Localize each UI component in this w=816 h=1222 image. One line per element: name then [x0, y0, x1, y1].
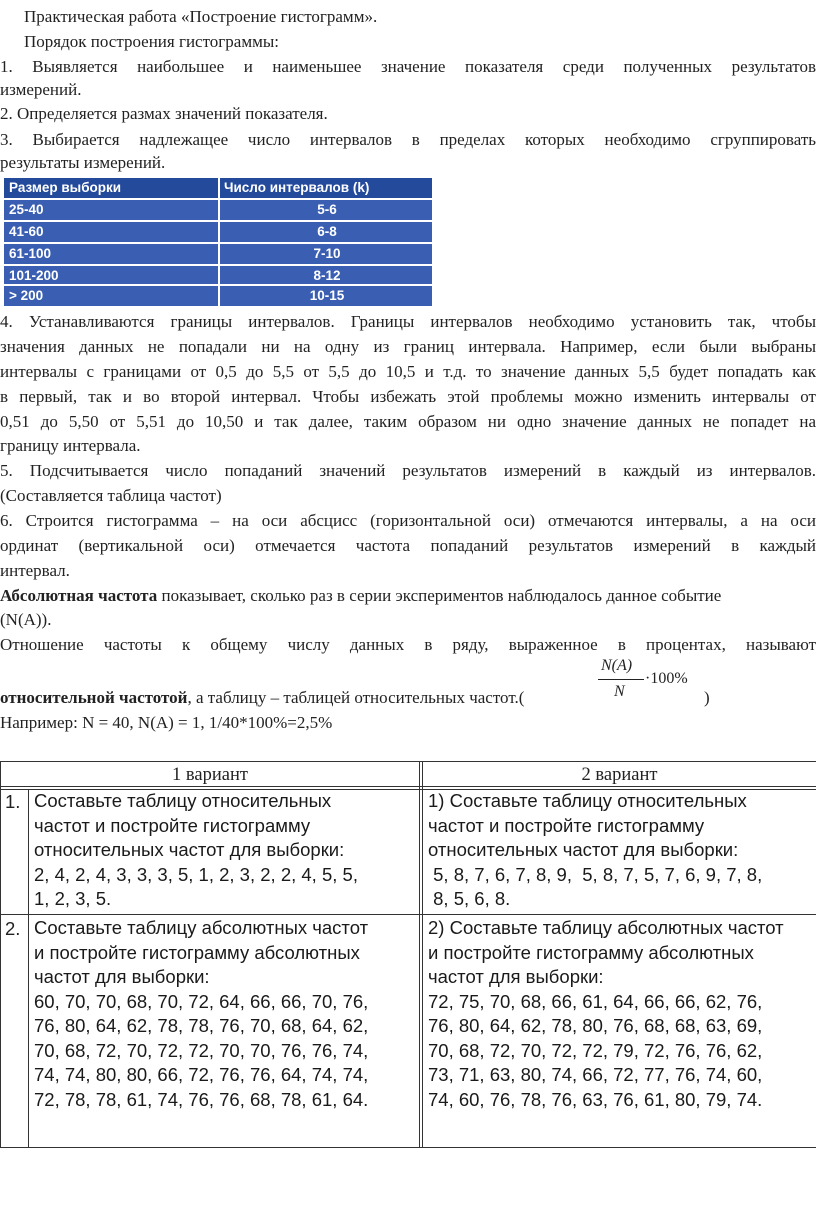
step-4-line-2: значения данных не попадали ни на одну из границ интервала. Например, если были выбраны — [0, 337, 816, 356]
step-4-line-3: интервалы с границами от 0,5 до 5,5 от 5,5 до 10,5 и т.д. то значение данных 5,5 будет попадать как — [0, 362, 816, 381]
formula-numerator: N(A) — [601, 657, 633, 674]
table-divider — [218, 178, 220, 306]
task-line: 60, 70, 70, 68, 70, 72, 64, 66, 66, 70, 76, — [34, 990, 369, 1012]
abs-freq-term: Абсолютная частота — [0, 586, 158, 605]
interval-row-count: 7-10 — [313, 246, 341, 261]
step-1-line-1: 1. Выявляется наибольшее и наименьшее значение показателя среди полученных результатов — [0, 57, 816, 76]
interval-row-size: 61-100 — [9, 246, 52, 261]
step-2-line-1: 2. Определяется размах значений показателя. — [0, 104, 328, 123]
task-line: 8, 5, 6, 8. — [428, 888, 511, 909]
rel-freq-term: относительной частотой — [0, 688, 188, 707]
table-border — [0, 761, 816, 762]
step-5-line-1: 5. Подсчитывается число попаданий значений результатов измерений в каждый из интервалов. — [0, 461, 816, 480]
variant-1-task-2 — [34, 916, 368, 1112]
task-line: относительных частот для выборки: — [428, 839, 739, 860]
interval-row-count: 6-8 — [317, 224, 337, 239]
task-line: 2) Составьте таблицу абсолютных частот — [428, 917, 784, 938]
page-title: Практическая работа «Построение гистограмм». — [24, 7, 378, 26]
step-4-line-5: 0,51 до 5,50 от 5,51 до 10,50 и так далее, таким образом ни одно значение данных не попадет на — [0, 412, 816, 431]
task-line: Составьте таблицу относительных — [34, 790, 332, 811]
abs-freq-line-2: (N(A)). — [0, 610, 52, 629]
step-3-line-1: 3. Выбирается надлежащее число интервалов в пределах которых необходимо сгруппировать — [0, 130, 816, 149]
step-3-line-2: результаты измерений. — [0, 153, 166, 172]
task-line: 72, 78, 78, 61, 74, 76, 76, 68, 78, 61, 64. — [34, 1088, 369, 1110]
task-line: 70, 68, 72, 70, 72, 72, 79, 72, 76, 76, 62, — [428, 1039, 763, 1061]
formula-fraction-bar — [598, 679, 644, 680]
formula-multiplier: ·100% — [645, 670, 688, 687]
step-6-line-3: интервал. — [0, 561, 70, 580]
step-4-line-4: в первый, так и во второй интервал. Чтобы избежать этой проблемы можно изменить интервалы от — [0, 387, 816, 406]
table-border — [422, 761, 423, 1148]
task-line: и постройте гистограмму абсолютных — [428, 941, 754, 963]
abs-freq-line-1 — [0, 585, 721, 607]
step-1-line-2: измерений. — [0, 80, 82, 99]
order-heading: Порядок построения гистограммы: — [24, 32, 279, 51]
table-border — [0, 1147, 816, 1148]
interval-table — [4, 178, 432, 306]
variant-1-header: 1 вариант — [172, 765, 248, 785]
step-4-line-1: 4. Устанавливаются границы интервалов. Границы интервалов необходимо установить так, чтобы — [0, 312, 816, 331]
task-line: 70, 68, 72, 70, 72, 72, 70, 70, 76, 76, 74, — [34, 1039, 369, 1061]
row-1-number: 1. — [5, 791, 21, 812]
task-line: 72, 75, 70, 68, 66, 61, 64, 66, 66, 62, 76, — [428, 990, 763, 1012]
task-line: частот и постройте гистограмму — [34, 814, 311, 836]
rel-freq-line-2 — [0, 687, 524, 709]
abs-freq-text: показывает, сколько раз в серии экспериментов наблюдалось данное событие — [157, 586, 722, 605]
task-line: 5, 8, 7, 6, 7, 8, 9, 5, 8, 7, 5, 7, 6, 9, 7, 8, — [428, 863, 763, 885]
table-border — [0, 914, 816, 915]
interval-row-count: 8-12 — [313, 268, 341, 283]
rel-freq-line-1: Отношение частоты к общему числу данных в ряду, выраженное в процентах, называют — [0, 635, 816, 654]
interval-row-size: 101-200 — [9, 268, 59, 283]
step-5-line-2: (Составляется таблица частот) — [0, 486, 222, 505]
formula-denominator: N — [614, 683, 625, 700]
interval-header-count: Число интервалов (k) — [224, 180, 370, 195]
task-line: частот для выборки: — [34, 966, 210, 987]
task-line: 74, 74, 80, 80, 66, 72, 76, 76, 64, 74, 74, — [34, 1064, 369, 1085]
step-4-line-6: границу интервала. — [0, 436, 141, 455]
task-line: Составьте таблицу абсолютных частот — [34, 917, 369, 938]
task-line: 2, 4, 2, 4, 3, 3, 3, 5, 1, 2, 3, 2, 2, 4, 5, 5, — [34, 863, 358, 885]
table-border — [28, 789, 29, 1148]
task-line: 74, 60, 76, 78, 76, 63, 76, 61, 80, 79, 74. — [428, 1088, 763, 1110]
variant-2-header: 2 вариант — [581, 765, 658, 785]
interval-header-sample-size: Размер выборки — [9, 180, 122, 195]
rel-freq-close-paren: ) — [704, 688, 710, 707]
interval-row-count: 5-6 — [317, 202, 337, 217]
interval-row-size: > 200 — [9, 288, 44, 303]
variant-1-task-1 — [34, 789, 358, 912]
table-border — [419, 761, 420, 1148]
interval-row-size: 25-40 — [9, 202, 44, 217]
interval-row-size: 41-60 — [9, 224, 44, 239]
table-border — [0, 761, 1, 1148]
task-line: 76, 80, 64, 62, 78, 78, 76, 70, 68, 64, 62, — [34, 1015, 369, 1036]
task-line: 76, 80, 64, 62, 78, 80, 76, 68, 68, 63, 69, — [428, 1015, 763, 1036]
task-line: относительных частот для выборки: — [34, 839, 345, 860]
interval-row-count: 10-15 — [309, 288, 345, 303]
variant-2-task-1 — [428, 789, 762, 912]
task-line: и постройте гистограмму абсолютных — [34, 941, 360, 963]
task-line: частот и постройте гистограмму — [428, 814, 705, 836]
task-line: частот для выборки: — [428, 966, 604, 987]
variant-2-task-2 — [428, 916, 816, 1112]
rel-freq-text: , а таблицу – таблицей относительных частот.( — [187, 688, 525, 707]
task-line: 1) Составьте таблицу относительных — [428, 790, 747, 811]
example-line: Например: N = 40, N(A) = 1, 1/40*100%=2,5% — [0, 713, 333, 732]
task-line: 73, 71, 63, 80, 74, 66, 72, 77, 76, 74, 60, — [428, 1064, 763, 1085]
step-6-line-2: ординат (вертикальной оси) отмечается частота попаданий результатов измерений в каждый — [0, 536, 816, 555]
task-line: 1, 2, 3, 5. — [34, 888, 112, 909]
step-6-line-1: 6. Строится гистограмма – на оси абсцисс (горизонтальной оси) отмечаются интервалы, а на оси — [0, 511, 816, 530]
row-2-number: 2. — [5, 918, 21, 939]
